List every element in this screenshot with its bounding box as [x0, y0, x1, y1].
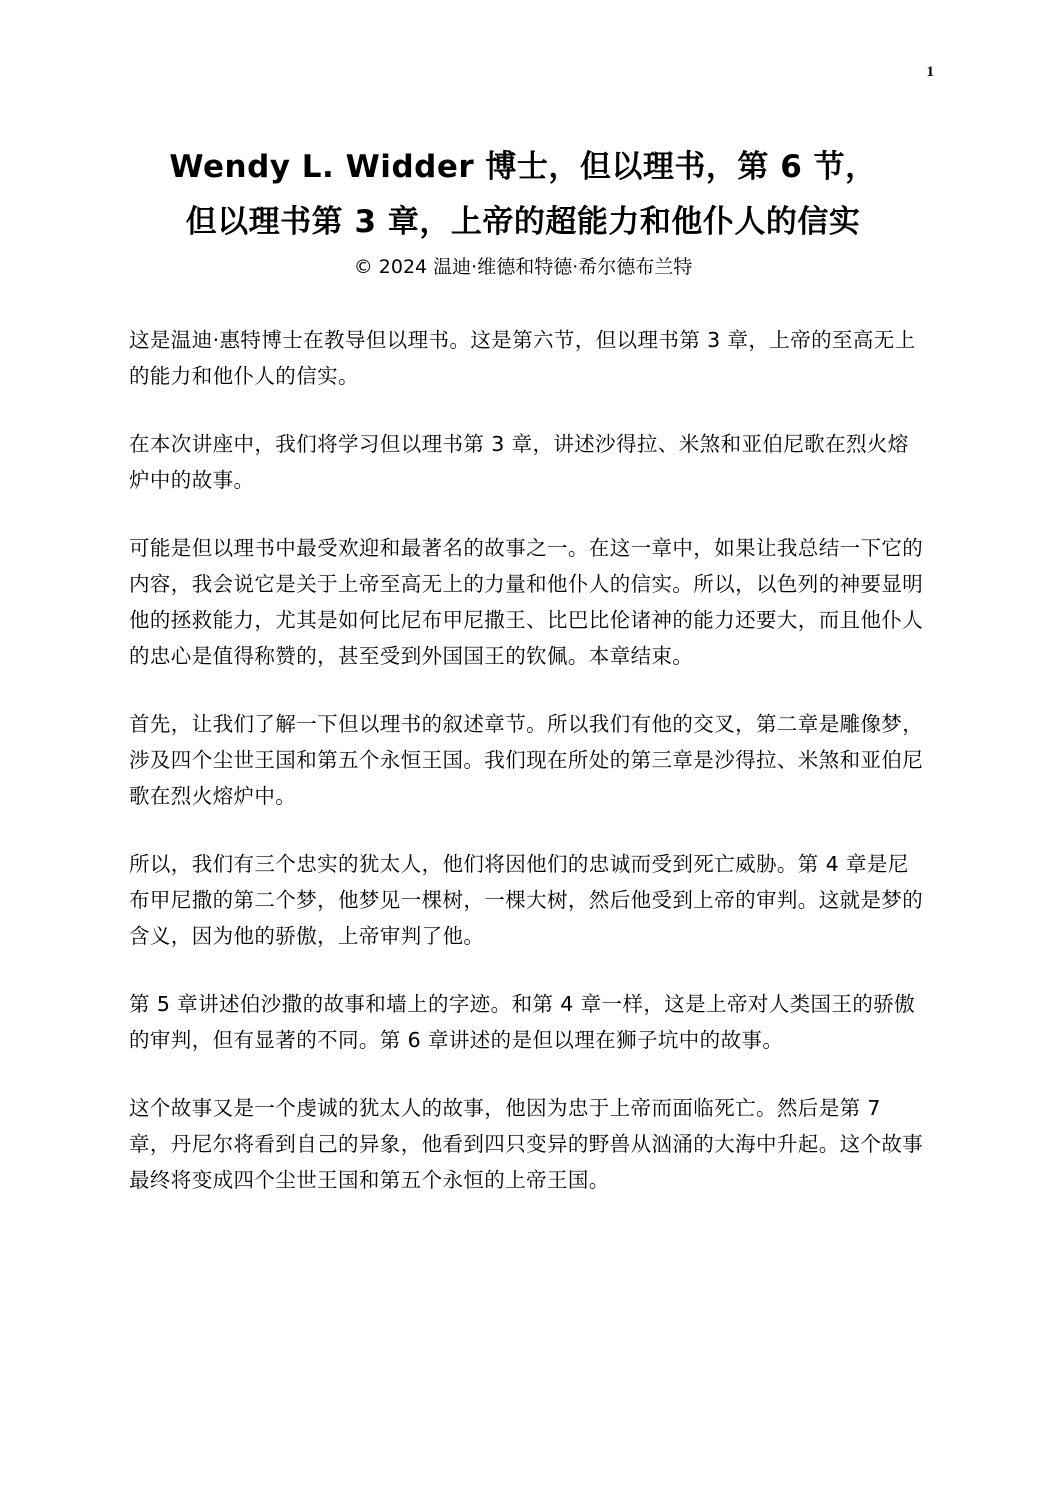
title-line-1: Wendy L. Widder 博士，但以理书，第 6 节， — [169, 149, 877, 185]
page-number: 1 — [926, 64, 934, 80]
paragraph: 首先，让我们了解一下但以理书的叙述章节。所以我们有他的交叉，第二章是雕像梦，涉及四个尘世王国和第五个永恒王国。我们现在所处的第三章是沙得拉、米煞和亚伯尼歌在烈火熔炉中。 — [129, 712, 924, 808]
paragraph: 这个故事又是一个虔诚的犹太人的故事，他因为忠于上帝而面临死亡。然后是第 7 章，丹尼尔将看到自己的异象，他看到四只变异的野兽从汹涌的大海中升起。这个故事最终将变成四个尘世王国和第五个永恒的上帝王国。 — [129, 1096, 924, 1192]
body-text — [129, 322, 929, 1230]
paragraph: 这是温迪·惠特博士在教导但以理书。这是第六节，但以理书第 3 章，上帝的至高无上的能力和他仆人的信实。 — [129, 328, 916, 388]
paragraph: 第 5 章讲述伯沙撒的故事和墙上的字迹。和第 4 章一样，这是上帝对人类国王的骄傲的审判，但有显著的不同。第 6 章讲述的是但以理在狮子坑中的故事。 — [129, 992, 916, 1052]
paragraph: 可能是但以理书中最受欢迎和最著名的故事之一。在这一章中，如果让我总结一下它的内容，我会说它是关于上帝至高无上的力量和他仆人的信实。所以，以色列的神要显明他的拯救能力，尤其是如何比尼布甲尼撒王、比巴比伦诸神的能力还要大，而且他仆人的忠心是值得称赞的，甚至受到外国国王的钦佩。本章结束。 — [129, 536, 924, 668]
copyright-line: © 2024 温迪·维德和特德·希尔德布兰特 — [353, 256, 693, 278]
title-block — [128, 140, 918, 282]
paragraph: 所以，我们有三个忠实的犹太人，他们将因他们的忠诚而受到死亡威胁。第 4 章是尼布甲尼撒的第二个梦，他梦见一棵树，一棵大树，然后他受到上帝的审判。这就是梦的含义，因为他的骄傲，上帝审判了他。 — [129, 852, 924, 948]
paragraph: 在本次讲座中，我们将学习但以理书第 3 章，讲述沙得拉、米煞和亚伯尼歌在烈火熔炉中的故事。 — [129, 432, 909, 492]
title-line-2: 但以理书第 3 章，上帝的超能力和他仆人的信实 — [185, 204, 861, 240]
